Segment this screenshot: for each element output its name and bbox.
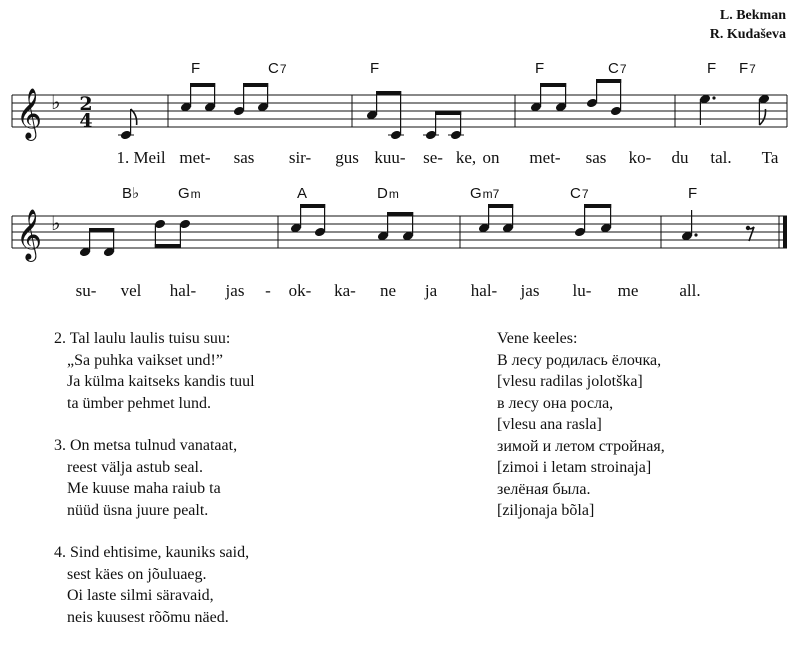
lyricist: R. Kudaševa: [709, 27, 786, 42]
lyric-syllable: jas: [520, 281, 540, 300]
chord-symbol: F: [370, 60, 380, 77]
beam: [300, 204, 325, 208]
treble-clef: 𝄞: [16, 88, 43, 139]
russian-line: [vlesu radilas jolotška]: [497, 373, 643, 390]
lyric-syllable: sas: [233, 148, 255, 167]
beam: [435, 111, 461, 115]
verse-line: „Sa puhka vaikset und!”: [67, 351, 223, 369]
composer: L. Bekman: [719, 8, 786, 23]
lyric-syllable: on: [482, 148, 500, 167]
lyric-syllable: -: [265, 281, 271, 300]
beam: [89, 228, 114, 232]
verses-column: [54, 328, 255, 649]
lyric-syllable: all.: [679, 281, 701, 300]
russian-line: в лесу она росла,: [497, 394, 614, 412]
key-signature-flat: ♭: [51, 211, 61, 235]
lyric-syllable: su-: [75, 281, 97, 300]
beam: [387, 212, 413, 216]
chord-symbol: Gm: [178, 185, 201, 202]
verse-line: reest välja astub seal.: [67, 458, 203, 476]
beam: [243, 83, 268, 87]
note-dot: [712, 96, 715, 99]
eighth-rest-dot: [746, 226, 750, 230]
russian-line: В лесу родилась ёлочка,: [497, 351, 662, 369]
russian-line: [zimoi i letam stroinaja]: [497, 459, 652, 476]
lyric-syllable: hal-: [470, 281, 498, 300]
lyric-syllable: 1. Meil: [116, 148, 166, 167]
chord-symbol: F: [191, 60, 201, 77]
key-signature-flat: ♭: [51, 90, 61, 114]
time-signature-top: 2: [79, 93, 93, 115]
verse-line: Ja külma kaitseks kandis tuul: [67, 373, 255, 390]
beam: [488, 204, 513, 208]
chord-symbol: Gm7: [470, 185, 500, 202]
lyric-syllable: kuu-: [374, 148, 406, 167]
lyric-syllable: ne: [379, 281, 397, 300]
russian-line: зелёная была.: [497, 480, 591, 498]
lyric-syllable: met-: [529, 148, 561, 167]
staff-system-1: [12, 60, 787, 167]
beam: [596, 79, 621, 83]
chord-symbol: C7: [268, 60, 287, 77]
chord-symbol: F7: [739, 60, 756, 77]
verse-line: 2. Tal laulu laulis tuisu suu:: [54, 330, 231, 347]
lyric-syllable: me: [617, 281, 639, 300]
time-signature-bottom: 4: [79, 110, 93, 132]
verse-line: ta ümber pehmet lund.: [67, 394, 211, 412]
lyric-syllable: se-: [423, 148, 443, 167]
lyric-syllable: vel: [120, 281, 142, 300]
lyric-syllable: hal-: [169, 281, 197, 300]
verse-line: 4. Sind ehtisime, kauniks said,: [54, 544, 250, 561]
verse-3: [54, 435, 255, 521]
verse-2: [54, 328, 255, 414]
verse-line: 3. On metsa tulnud vanataat,: [54, 437, 238, 454]
beam: [155, 244, 181, 248]
russian-column: [497, 328, 665, 522]
chord-symbol: B♭: [122, 185, 140, 202]
chord-symbol: F: [535, 60, 545, 77]
beam: [190, 83, 215, 87]
russian-heading: Vene keeles:: [497, 330, 578, 347]
beam: [584, 204, 611, 208]
chord-symbol: C7: [570, 185, 589, 202]
beam: [376, 91, 401, 95]
lyric-syllable: ke,: [455, 148, 477, 167]
lyric-syllable: Ta: [761, 148, 779, 167]
note-dot: [694, 233, 697, 236]
chord-symbol: C7: [608, 60, 627, 77]
staff-system-2: [12, 185, 787, 300]
lyric-syllable: ko-: [628, 148, 652, 167]
lyric-syllable: lu-: [572, 281, 592, 300]
chord-symbol: F: [707, 60, 717, 77]
beam: [540, 83, 566, 87]
chord-symbol: A: [297, 185, 308, 202]
verse-line: Oi laste silmi säravaid,: [67, 587, 214, 604]
chord-symbol: Dm: [377, 185, 399, 202]
lyric-syllable: tal.: [710, 148, 732, 167]
lyric-syllable: sas: [585, 148, 607, 167]
treble-clef: 𝄞: [16, 209, 43, 260]
lyric-syllable: du: [671, 148, 689, 167]
lyric-syllable: ka-: [334, 281, 356, 300]
lyric-syllable: gus: [335, 148, 359, 167]
verse-line: sest käes on jõuluaeg.: [67, 565, 207, 583]
lyric-syllable: jas: [225, 281, 245, 300]
lyric-syllable: ok-: [288, 281, 312, 300]
russian-lines: [497, 350, 665, 522]
music-score: [0, 0, 800, 315]
verse-line: neis kuusest rõõmu näed.: [67, 608, 229, 626]
lyric-syllable: sir-: [288, 148, 312, 167]
lyric-syllable: ja: [424, 281, 438, 300]
russian-line: [vlesu ana rasla]: [497, 416, 602, 433]
verse-4: [54, 542, 255, 628]
russian-line: [ziljonaja bõla]: [497, 502, 595, 519]
chord-symbol: F: [688, 185, 698, 202]
verse-line: nüüd üsna juure pealt.: [67, 501, 209, 519]
russian-line: зимой и летом стройная,: [497, 437, 665, 455]
lyric-syllable: met-: [179, 148, 211, 167]
verse-line: Me kuuse maha raiub ta: [67, 480, 221, 497]
